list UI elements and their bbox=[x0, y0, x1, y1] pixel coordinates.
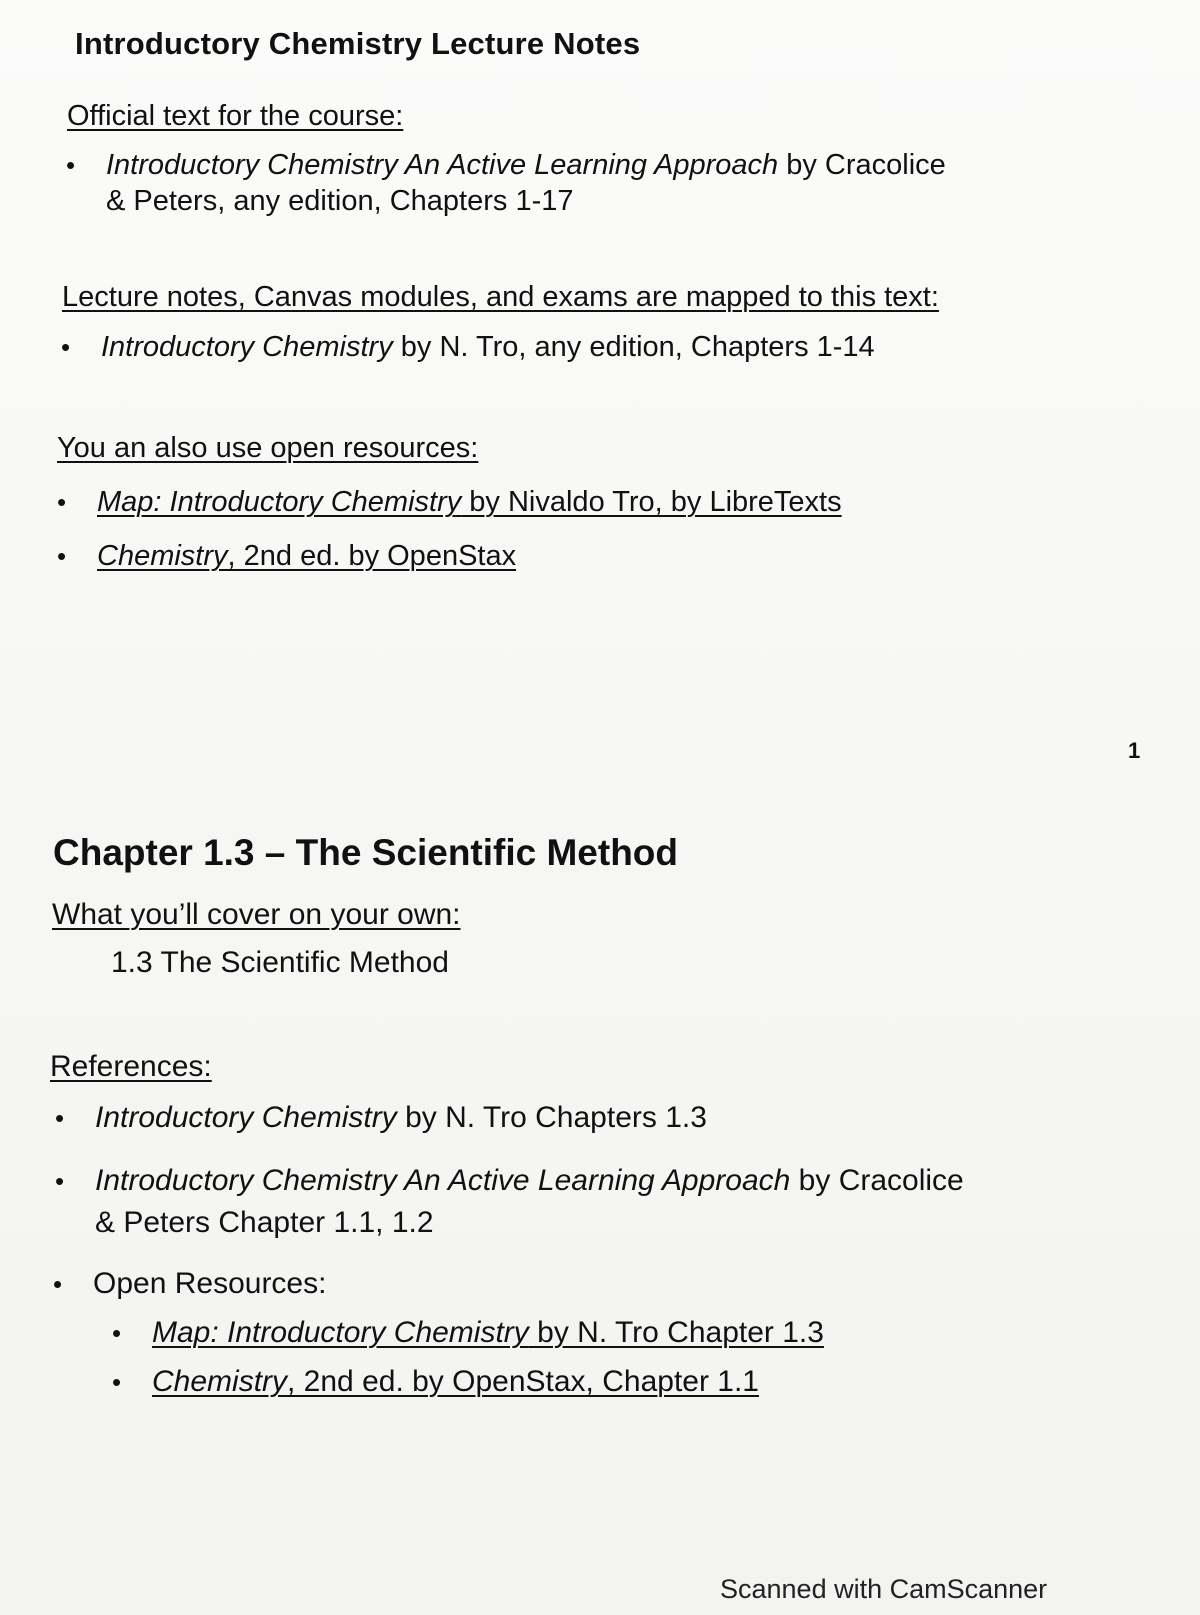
bullet-icon: • bbox=[112, 1318, 122, 1348]
mapped-text-item bbox=[61, 329, 1081, 365]
mapped-text-heading: Lecture notes, Canvas modules, and exams are mapped to this text: bbox=[62, 281, 939, 313]
references-heading: References: bbox=[50, 1050, 212, 1083]
official-text-heading: Official text for the course: bbox=[67, 100, 404, 132]
book-detail: by N. Tro Chapters 1.3 bbox=[396, 1101, 707, 1134]
bullet-icon: • bbox=[61, 332, 71, 362]
book-title: Introductory Chemistry bbox=[95, 1101, 397, 1134]
scanner-watermark: Scanned with CamScanner bbox=[720, 1574, 1048, 1604]
bullet-icon: • bbox=[53, 1269, 63, 1299]
book-detail: by N. Tro, any edition, Chapters 1-14 bbox=[392, 331, 875, 363]
book-detail: , 2nd ed. by OpenStax bbox=[227, 540, 517, 572]
book-detail: by Nivaldo Tro, by LibreTexts bbox=[461, 486, 842, 518]
open-resource-link-openstax[interactable] bbox=[57, 538, 517, 574]
book-detail: , 2nd ed. by OpenStax, Chapter 1.1 bbox=[287, 1365, 759, 1398]
chapter-title: Chapter 1.3 – The Scientific Method bbox=[53, 832, 679, 873]
book-detail-continued: & Peters Chapter 1.1, 1.2 bbox=[95, 1206, 434, 1239]
open-resource-link-libretexts[interactable] bbox=[57, 484, 842, 520]
bullet-icon: • bbox=[55, 1166, 65, 1196]
open-resources-label-text: Open Resources: bbox=[93, 1267, 327, 1300]
cover-item: 1.3 The Scientific Method bbox=[111, 946, 449, 979]
bullet-icon: • bbox=[55, 1103, 65, 1133]
book-detail-continued: & Peters, any edition, Chapters 1-17 bbox=[106, 185, 574, 217]
book-title: Map: Introductory Chemistry bbox=[152, 1316, 529, 1349]
reference-item bbox=[55, 1100, 707, 1136]
book-title: Chemistry bbox=[97, 540, 228, 572]
book-title: Introductory Chemistry An Active Learning Approach bbox=[106, 149, 779, 181]
book-title: Chemistry bbox=[152, 1365, 288, 1398]
book-title: Map: Introductory Chemistry bbox=[97, 486, 462, 518]
chapter-open-resource-link-openstax[interactable] bbox=[112, 1364, 759, 1400]
bullet-icon: • bbox=[66, 150, 76, 180]
bullet-icon: • bbox=[57, 541, 67, 571]
book-title: Introductory Chemistry bbox=[101, 331, 393, 363]
book-title: Introductory Chemistry An Active Learning Approach bbox=[95, 1164, 791, 1197]
book-detail: by Cracolice bbox=[778, 149, 946, 181]
page-number: 1 bbox=[1128, 738, 1141, 763]
open-resources-label bbox=[53, 1266, 327, 1302]
bullet-icon: • bbox=[112, 1367, 122, 1397]
cover-heading: What you’ll cover on your own: bbox=[52, 898, 461, 931]
open-resources-heading: You an also use open resources: bbox=[57, 432, 479, 464]
book-detail: by Cracolice bbox=[790, 1164, 964, 1197]
chapter-open-resource-link-libretexts[interactable] bbox=[112, 1315, 824, 1351]
book-detail: by N. Tro Chapter 1.3 bbox=[528, 1316, 824, 1349]
page-title: Introductory Chemistry Lecture Notes bbox=[75, 26, 641, 61]
bullet-icon: • bbox=[57, 487, 67, 517]
official-text-item bbox=[66, 147, 1066, 219]
reference-item bbox=[55, 1160, 1155, 1244]
